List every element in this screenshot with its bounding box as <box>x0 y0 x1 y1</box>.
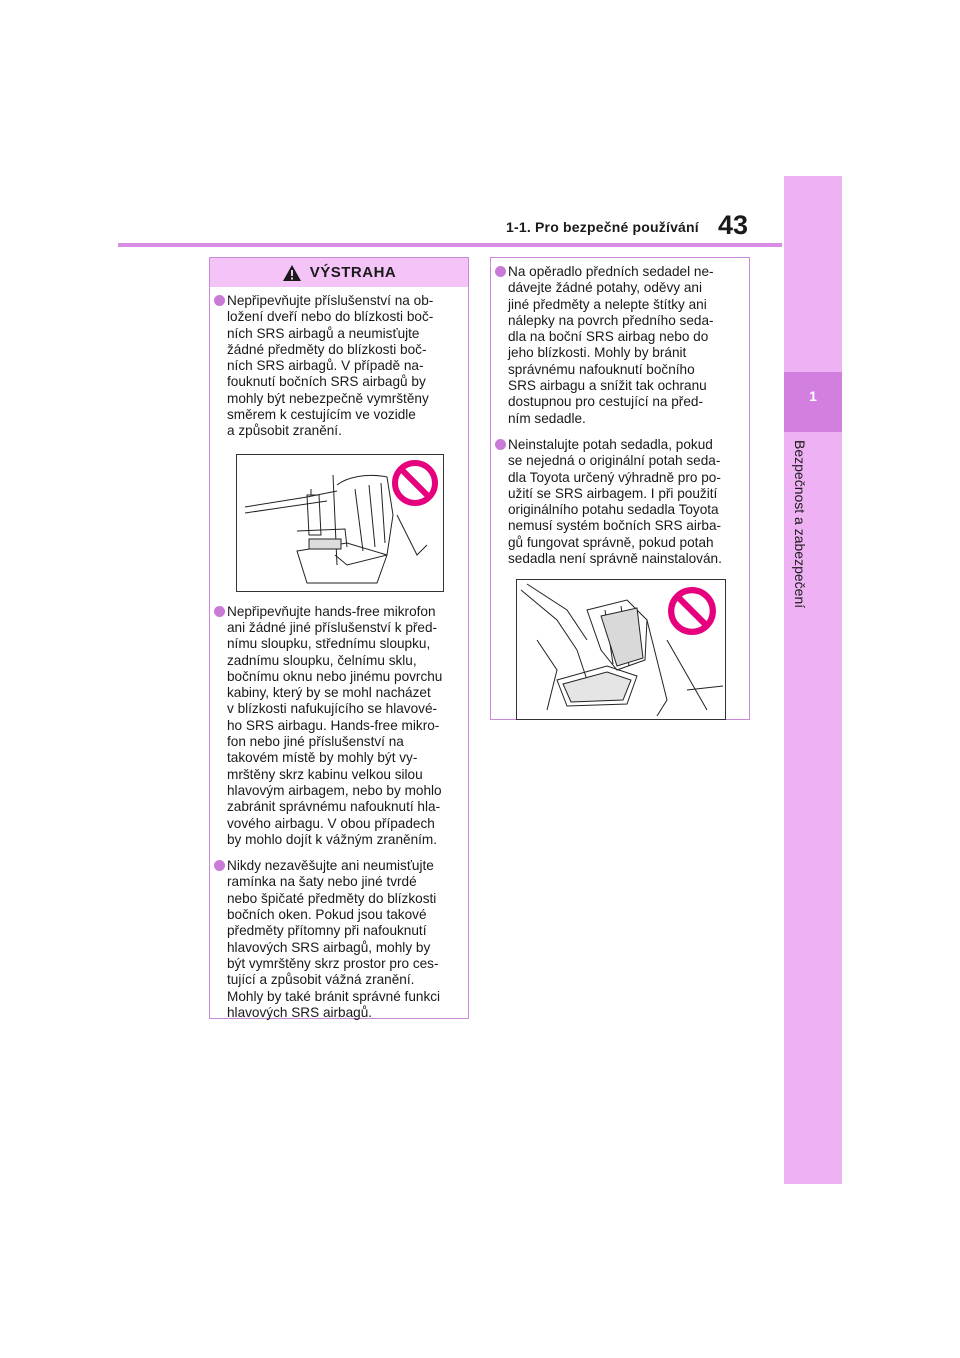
warning-item <box>491 437 743 567</box>
illustration-seat-cover <box>516 579 726 720</box>
warning-item <box>210 858 462 1021</box>
warning-header <box>210 258 468 287</box>
warning-item-text: Nepřipevňujte příslušenství na ob- ložení dveří nebo do blízkosti boč- ních SRS airbagů a neumisťujte žádné předměty do blízkosti boč- ních SRS airbagů. V případě na- fouknutí bočních SRS airbagů by mohly být nebezpečně vymrštěny směrem k cestujícím ve vozidle a způsobit zranění. <box>227 293 434 439</box>
warning-panel-right <box>490 257 750 720</box>
page-number: 43 <box>718 210 749 240</box>
warning-item-text: Nepřipevňujte hands-free mikrofon ani žádné jiné příslušenství k před- nímu sloupku, střednímu sloupku, zadnímu sloupku, čelnímu sklu, bočnímu oknu nebo jinému povrchu kabiny, který by se mohl nacházet v blízkosti nafukujícího se hlavové- ho SRS airbagu. Hands-free mikro- fon nebo jiné příslušenství na takovém místě by mohly být vy- mrštěny skrz kabinu velkou silou hlavovým airbagem, nebo by mohlo zabránit správnému nafouknutí hla- vového airbagu. V obou případech by mohlo dojít k vážným zraněním. <box>227 603 443 847</box>
bullet-icon <box>495 266 506 277</box>
warning-panel-left <box>209 257 469 1019</box>
warning-item <box>210 604 462 848</box>
warning-title: VÝSTRAHA <box>309 264 397 281</box>
bullet-icon <box>214 295 225 306</box>
bullet-icon <box>214 606 225 617</box>
header-rule <box>118 243 782 247</box>
warning-item-text: Na opěradlo předních sedadel ne- dávejte žádné potahy, oděvy ani jiné předměty a nelepte štítky ani nálepky na povrch předního seda- dla na boční SRS airbag nebo do jeho blízkosti. Mohly by bránit správnému nafouknutí bočního SRS airbagu a snížit tak ochranu dostupnou pro cestující na před- ním sedadle. <box>508 264 714 426</box>
chapter-number: 1 <box>809 388 817 404</box>
warning-item <box>210 293 462 440</box>
prohibition-icon <box>391 459 439 507</box>
warning-item <box>491 264 743 427</box>
bullet-icon <box>214 860 225 871</box>
warning-item-text: Neinstalujte potah sedadla, pokud se nejedná o originální potah seda- dla Toyota určený výhradně pro po- užití se SRS airbagem. I při použití originálního potahu sedadla Toyota nemusí systém bočních SRS airba- gů fungovat správně, pokud potah sedadla není správně nainstalován. <box>508 436 722 567</box>
prohibition-icon <box>667 586 717 636</box>
bullet-icon <box>495 439 506 450</box>
section-title: 1-1. Pro bezpečné používání <box>506 219 699 235</box>
warning-item-text: Nikdy nezavěšujte ani neumisťujte ramínka na šaty nebo jiné tvrdé nebo špičaté předměty do blízkosti bočních oken. Pokud jsou takové předměty přítomny při nafouknutí hlavových SRS airbagů, mohly by být vymrštěny skrz prostor pro ces- tující a způsobit vážná zranění. Mohly by také bránit správné funkci hlavových SRS airbagů. <box>227 858 441 1020</box>
chapter-title: Bezpečnost a zabezpečení <box>792 440 808 609</box>
illustration-door-trim-accessory <box>236 454 444 592</box>
warning-triangle-icon <box>282 264 302 282</box>
